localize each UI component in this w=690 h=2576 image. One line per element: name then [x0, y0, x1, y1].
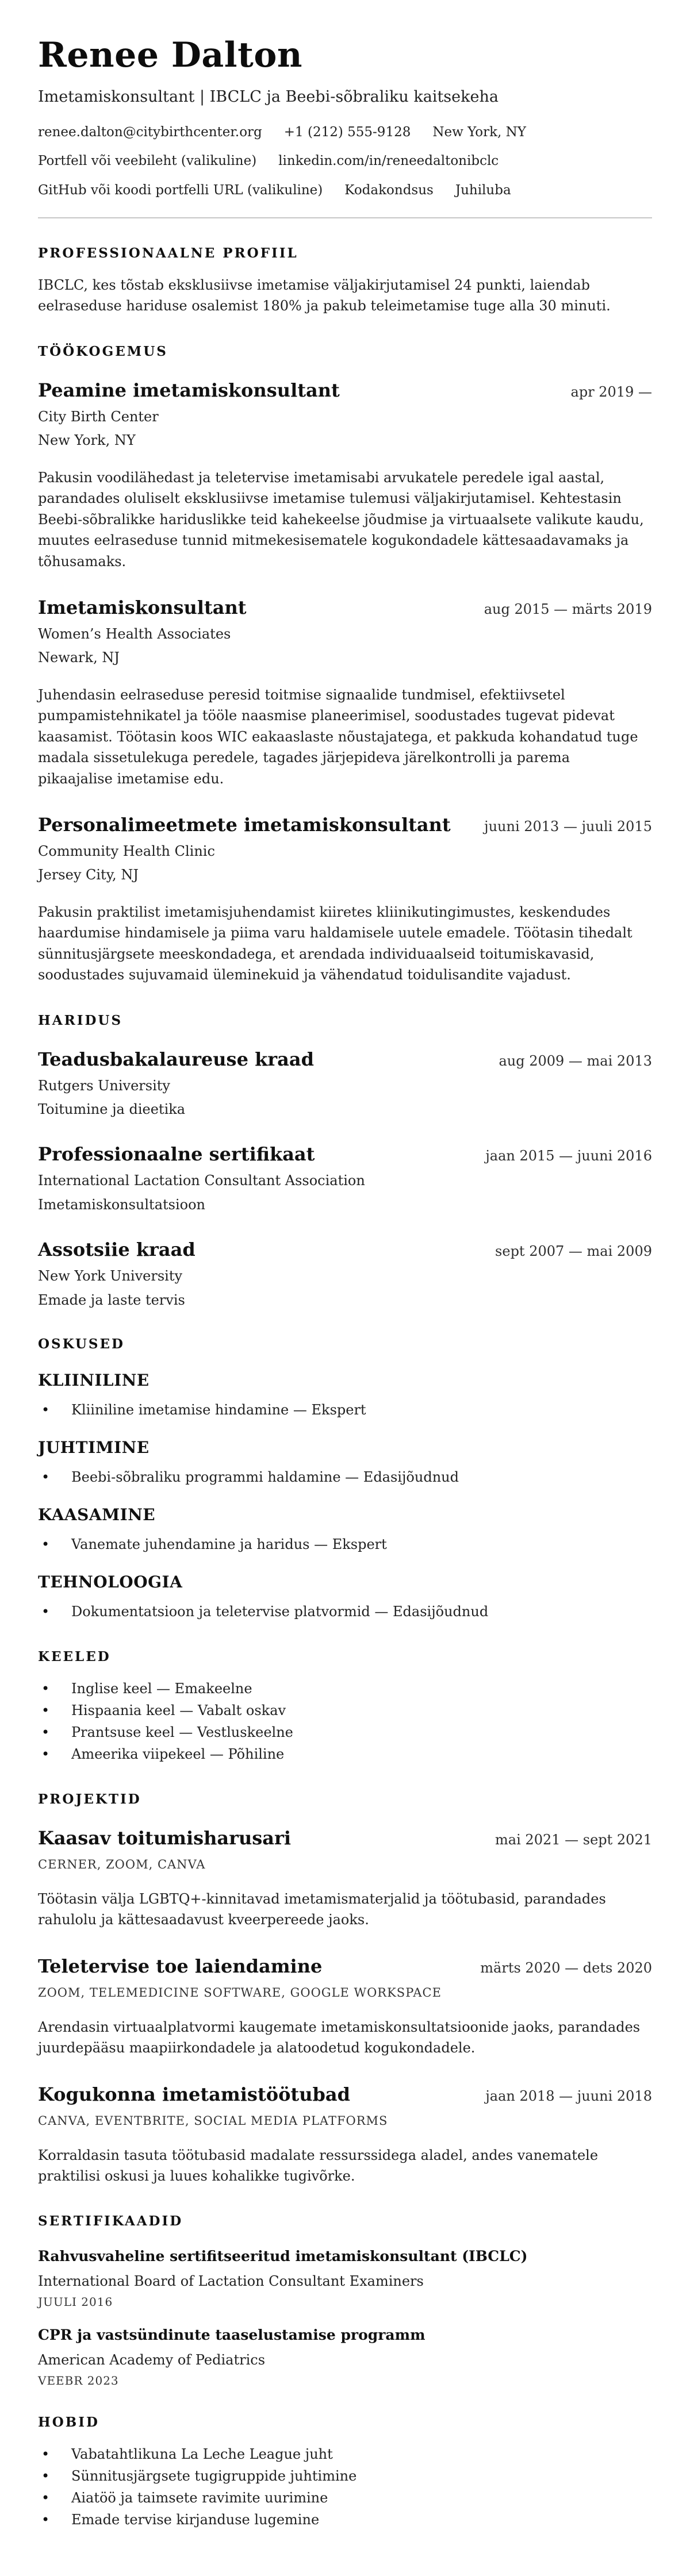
job-location: Newark, NJ — [38, 649, 120, 666]
section-profile — [38, 245, 652, 317]
profile-summary: IBCLC, kes tõstab eksklusiivse imetamise väljakirjutamisel 24 punkti, laiendab eelraseduse hariduse osalemist 180% ja pakub teleimetamise tuge alla 30 minuti. — [38, 277, 611, 314]
project-description: Töötasin välja LGBTQ+-kinnitavad imetamismaterjalid ja töötubasid, parandades rahulolu ja kättesaadavust kveerpereede jaoks. — [38, 1890, 606, 1928]
certificate-date: JUULI 2016 — [38, 2295, 113, 2309]
field-of-study: Emade ja laste tervis — [38, 1291, 185, 1308]
contact-row-1 — [38, 123, 652, 142]
project-dates: märts 2020 — dets 2020 — [480, 1959, 652, 1976]
degree-title: Professionaalne sertifikaat — [38, 1143, 315, 1166]
job-entry — [38, 596, 652, 789]
skill-category — [38, 1505, 652, 1555]
certificate-issuer: American Academy of Pediatrics — [38, 2351, 266, 2368]
job-header — [38, 379, 652, 402]
section-experience — [38, 343, 652, 986]
job-description: Pakusin praktilist imetamisjuhendamist kiiretes kliinikutingimustes, keskendudes haardumise hindamisele ja piima varu haldamisele uutele emadele. Töötasin tihedalt sünnitusjärgsete meeskondadega, et arendada individuaalseid toitumiskavasid, soodustades sujuvamaid üleminekuid ja vähendatud toidulisandite vajadust. — [38, 903, 632, 983]
degree-title: Assotsiie kraad — [38, 1239, 195, 1261]
project-dates: jaan 2018 — juuni 2018 — [485, 2087, 652, 2104]
job-company: Community Health Clinic — [38, 843, 215, 860]
section-skills — [38, 1336, 652, 1622]
project-name: Kogukonna imetamistöötubad — [38, 2083, 350, 2105]
portfolio-placeholder-text: Portfell või veebileht (valikuline) — [38, 153, 257, 169]
project-entry — [38, 1827, 652, 1931]
project-name: Kaasav toitumisharusari — [38, 1827, 292, 1849]
certificates-heading: SERTIFIKAADID — [38, 2213, 183, 2229]
contact-row-2 — [38, 152, 652, 171]
project-header — [38, 2083, 652, 2106]
education-dates: aug 2009 — mai 2013 — [499, 1052, 652, 1069]
skill-category-name: JUHTIMINE — [38, 1437, 150, 1457]
certificate-issuer: International Board of Lactation Consultant Examiners — [38, 2273, 424, 2289]
project-entry — [38, 2083, 652, 2187]
job-location: New York, NY — [38, 432, 136, 449]
person-headline: Imetamiskonsultant | IBCLC ja Beebi-sõbraliku kaitsekeha — [38, 88, 499, 106]
job-entry — [38, 379, 652, 572]
location-text: New York, NY — [432, 125, 526, 140]
project-description: Korraldasin tasuta töötubasid madalate ressurssidega aladel, andes vanematele praktilisi oskusi ja luues kohalikke tugivõrke. — [38, 2147, 599, 2184]
job-location: Jersey City, NJ — [38, 867, 139, 883]
section-education — [38, 1012, 652, 1309]
language-item: • Hispaania keel — Vabalt oskav — [38, 1700, 652, 1721]
job-company: Women’s Health Associates — [38, 625, 231, 642]
project-tech: CERNER, ZOOM, CANVA — [38, 1857, 206, 1871]
drivers-license-text: Juhiluba — [455, 182, 511, 198]
education-heading: HARIDUS — [38, 1012, 123, 1028]
skill-category-name: TEHNOLOOGIA — [38, 1572, 183, 1591]
hobby-item: • Vabatahtlikuna La Leche League juht — [38, 2444, 652, 2464]
education-dates: jaan 2015 — juuni 2016 — [485, 1148, 652, 1164]
education-header — [38, 1048, 652, 1071]
profile-heading: PROFESSIONAALNE PROFIIL — [38, 245, 298, 262]
education-header — [38, 1238, 652, 1261]
certificate-entry — [38, 2326, 652, 2387]
job-entry — [38, 813, 652, 986]
languages-heading: KEELED — [38, 1648, 111, 1664]
skill-list — [38, 1601, 652, 1622]
projects-heading: PROJEKTID — [38, 1791, 141, 1807]
job-dates: apr 2019 — — [570, 383, 652, 400]
hobby-item: • Sünnitusjärgsete tugigruppide juhtimine — [38, 2466, 652, 2486]
job-description: Juhendasin eelraseduse peresid toitmise signaalide tundmisel, efektiivsetel pumpamistehnikatel ja tööle naasmise planeerimisel, soodustades tugevat pidevat kaasamist. Töötasin koos WIC eakaaslaste nõustajatega, et pakkuda kohandatud tuge madala sissetulekuga peredele, tagades järjepideva järelkontrolli ja parema pikaajalise imetamise edu. — [38, 686, 638, 787]
section-hobbies — [38, 2414, 652, 2530]
section-languages — [38, 1648, 652, 1764]
job-header — [38, 596, 652, 619]
language-item: • Prantsuse keel — Vestluskeelne — [38, 1722, 652, 1743]
contact-row-3 — [38, 181, 652, 200]
section-projects — [38, 1791, 652, 2187]
citizenship-text: Kodakondsus — [344, 182, 434, 198]
project-dates: mai 2021 — sept 2021 — [495, 1831, 652, 1848]
education-header — [38, 1143, 652, 1166]
job-title: Imetamiskonsultant — [38, 596, 247, 618]
skill-category — [38, 1370, 652, 1420]
language-item: • Inglise keel — Emakeelne — [38, 1678, 652, 1699]
certificate-name: CPR ja vastsündinute taaselustamise programm — [38, 2327, 425, 2344]
hobby-item: • Aiatöö ja taimsete ravimite uurimine — [38, 2487, 652, 2508]
language-list — [38, 1678, 652, 1764]
project-tech: CANVA, EVENTBRITE, SOCIAL MEDIA PLATFORMS — [38, 2113, 388, 2128]
job-dates: aug 2015 — märts 2019 — [484, 601, 652, 617]
project-entry — [38, 1955, 652, 2059]
project-header — [38, 1955, 652, 1978]
skill-category — [38, 1572, 652, 1622]
project-tech: ZOOM, TELEMEDICINE SOFTWARE, GOOGLE WORKSPACE — [38, 1985, 442, 2000]
job-company: City Birth Center — [38, 408, 159, 425]
experience-heading: TÖÖKOGEMUS — [38, 343, 168, 359]
education-entry — [38, 1238, 652, 1309]
phone-text: +1 (212) 555-9128 — [283, 125, 411, 140]
education-dates: sept 2007 — mai 2009 — [495, 1243, 652, 1260]
field-of-study: Toitumine ja dieetika — [38, 1101, 186, 1118]
person-name: Renee Dalton — [38, 35, 302, 75]
school-name: Rutgers University — [38, 1077, 170, 1094]
skill-list — [38, 1467, 652, 1487]
job-title: Peamine imetamiskonsultant — [38, 379, 340, 401]
skills-heading: OSKUSED — [38, 1336, 125, 1352]
skill-category-name: KAASAMINE — [38, 1505, 156, 1524]
school-name: International Lactation Consultant Association — [38, 1172, 365, 1189]
education-entry — [38, 1048, 652, 1119]
certificate-date: VEEBR 2023 — [38, 2374, 119, 2388]
certificate-entry — [38, 2247, 652, 2309]
certificate-name: Rahvusvaheline sertifitseeritud imetamiskonsultant (IBCLC) — [38, 2248, 528, 2265]
hobby-item: • Emade tervise kirjanduse lugemine — [38, 2509, 652, 2530]
project-description: Arendasin virtuaalplatvormi kaugemate imetamiskonsultatsioonide jaoks, parandades juurdepääsu maapiirkondadele ja alatoodetud kogukondadele. — [38, 2018, 641, 2056]
field-of-study: Imetamiskonsultatsioon — [38, 1196, 205, 1213]
hobby-list — [38, 2444, 652, 2530]
skill-item: • Beebi-sõbraliku programmi haldamine — Edasijõudnud — [38, 1467, 652, 1487]
skill-item: • Vanemate juhendamine ja haridus — Ekspert — [38, 1534, 652, 1555]
project-name: Teletervise toe laiendamine — [38, 1955, 323, 1977]
job-header — [38, 813, 652, 836]
github-placeholder-text: GitHub või koodi portfelli URL (valikuline) — [38, 182, 323, 198]
language-item: • Ameerika viipekeel — Põhiline — [38, 1744, 652, 1764]
skill-category — [38, 1437, 652, 1487]
hobbies-heading: HOBID — [38, 2414, 99, 2431]
skill-list — [38, 1534, 652, 1555]
project-header — [38, 1827, 652, 1850]
section-certificates — [38, 2213, 652, 2387]
linkedin-text: linkedin.com/in/reneedaltonibclc — [278, 153, 499, 169]
skill-category-name: KLIINILINE — [38, 1370, 150, 1390]
degree-title: Teadusbakalaureuse kraad — [38, 1048, 314, 1070]
job-title: Personalimeetmete imetamiskonsultant — [38, 814, 451, 836]
job-dates: juuni 2013 — juuli 2015 — [484, 818, 652, 835]
email-text: renee.dalton@citybirthcenter.org — [38, 125, 262, 140]
school-name: New York University — [38, 1268, 183, 1285]
job-description: Pakusin voodilähedast ja teletervise imetamisabi arvukatele peredele igal aastal, parandades oluliselt eksklusiivse imetamise tulemusi väljakirjutamisel. Kehtestasin Beebi-sõbralikke hariduslikke teid kahekeelse jõudmise ja virtuaalsete valikute kaudu, muutes eelraseduse tunnid mitmekesisematele kogukondadele kättesaadavamaks ja tõhusamaks. — [38, 469, 644, 570]
skill-item: • Dokumentatsioon ja teletervise platvormid — Edasijõudnud — [38, 1601, 652, 1622]
education-entry — [38, 1143, 652, 1214]
skill-item: • Kliiniline imetamise hindamine — Ekspert — [38, 1400, 652, 1420]
skill-list — [38, 1400, 652, 1420]
resume-header — [38, 36, 652, 200]
header-divider — [38, 217, 652, 218]
